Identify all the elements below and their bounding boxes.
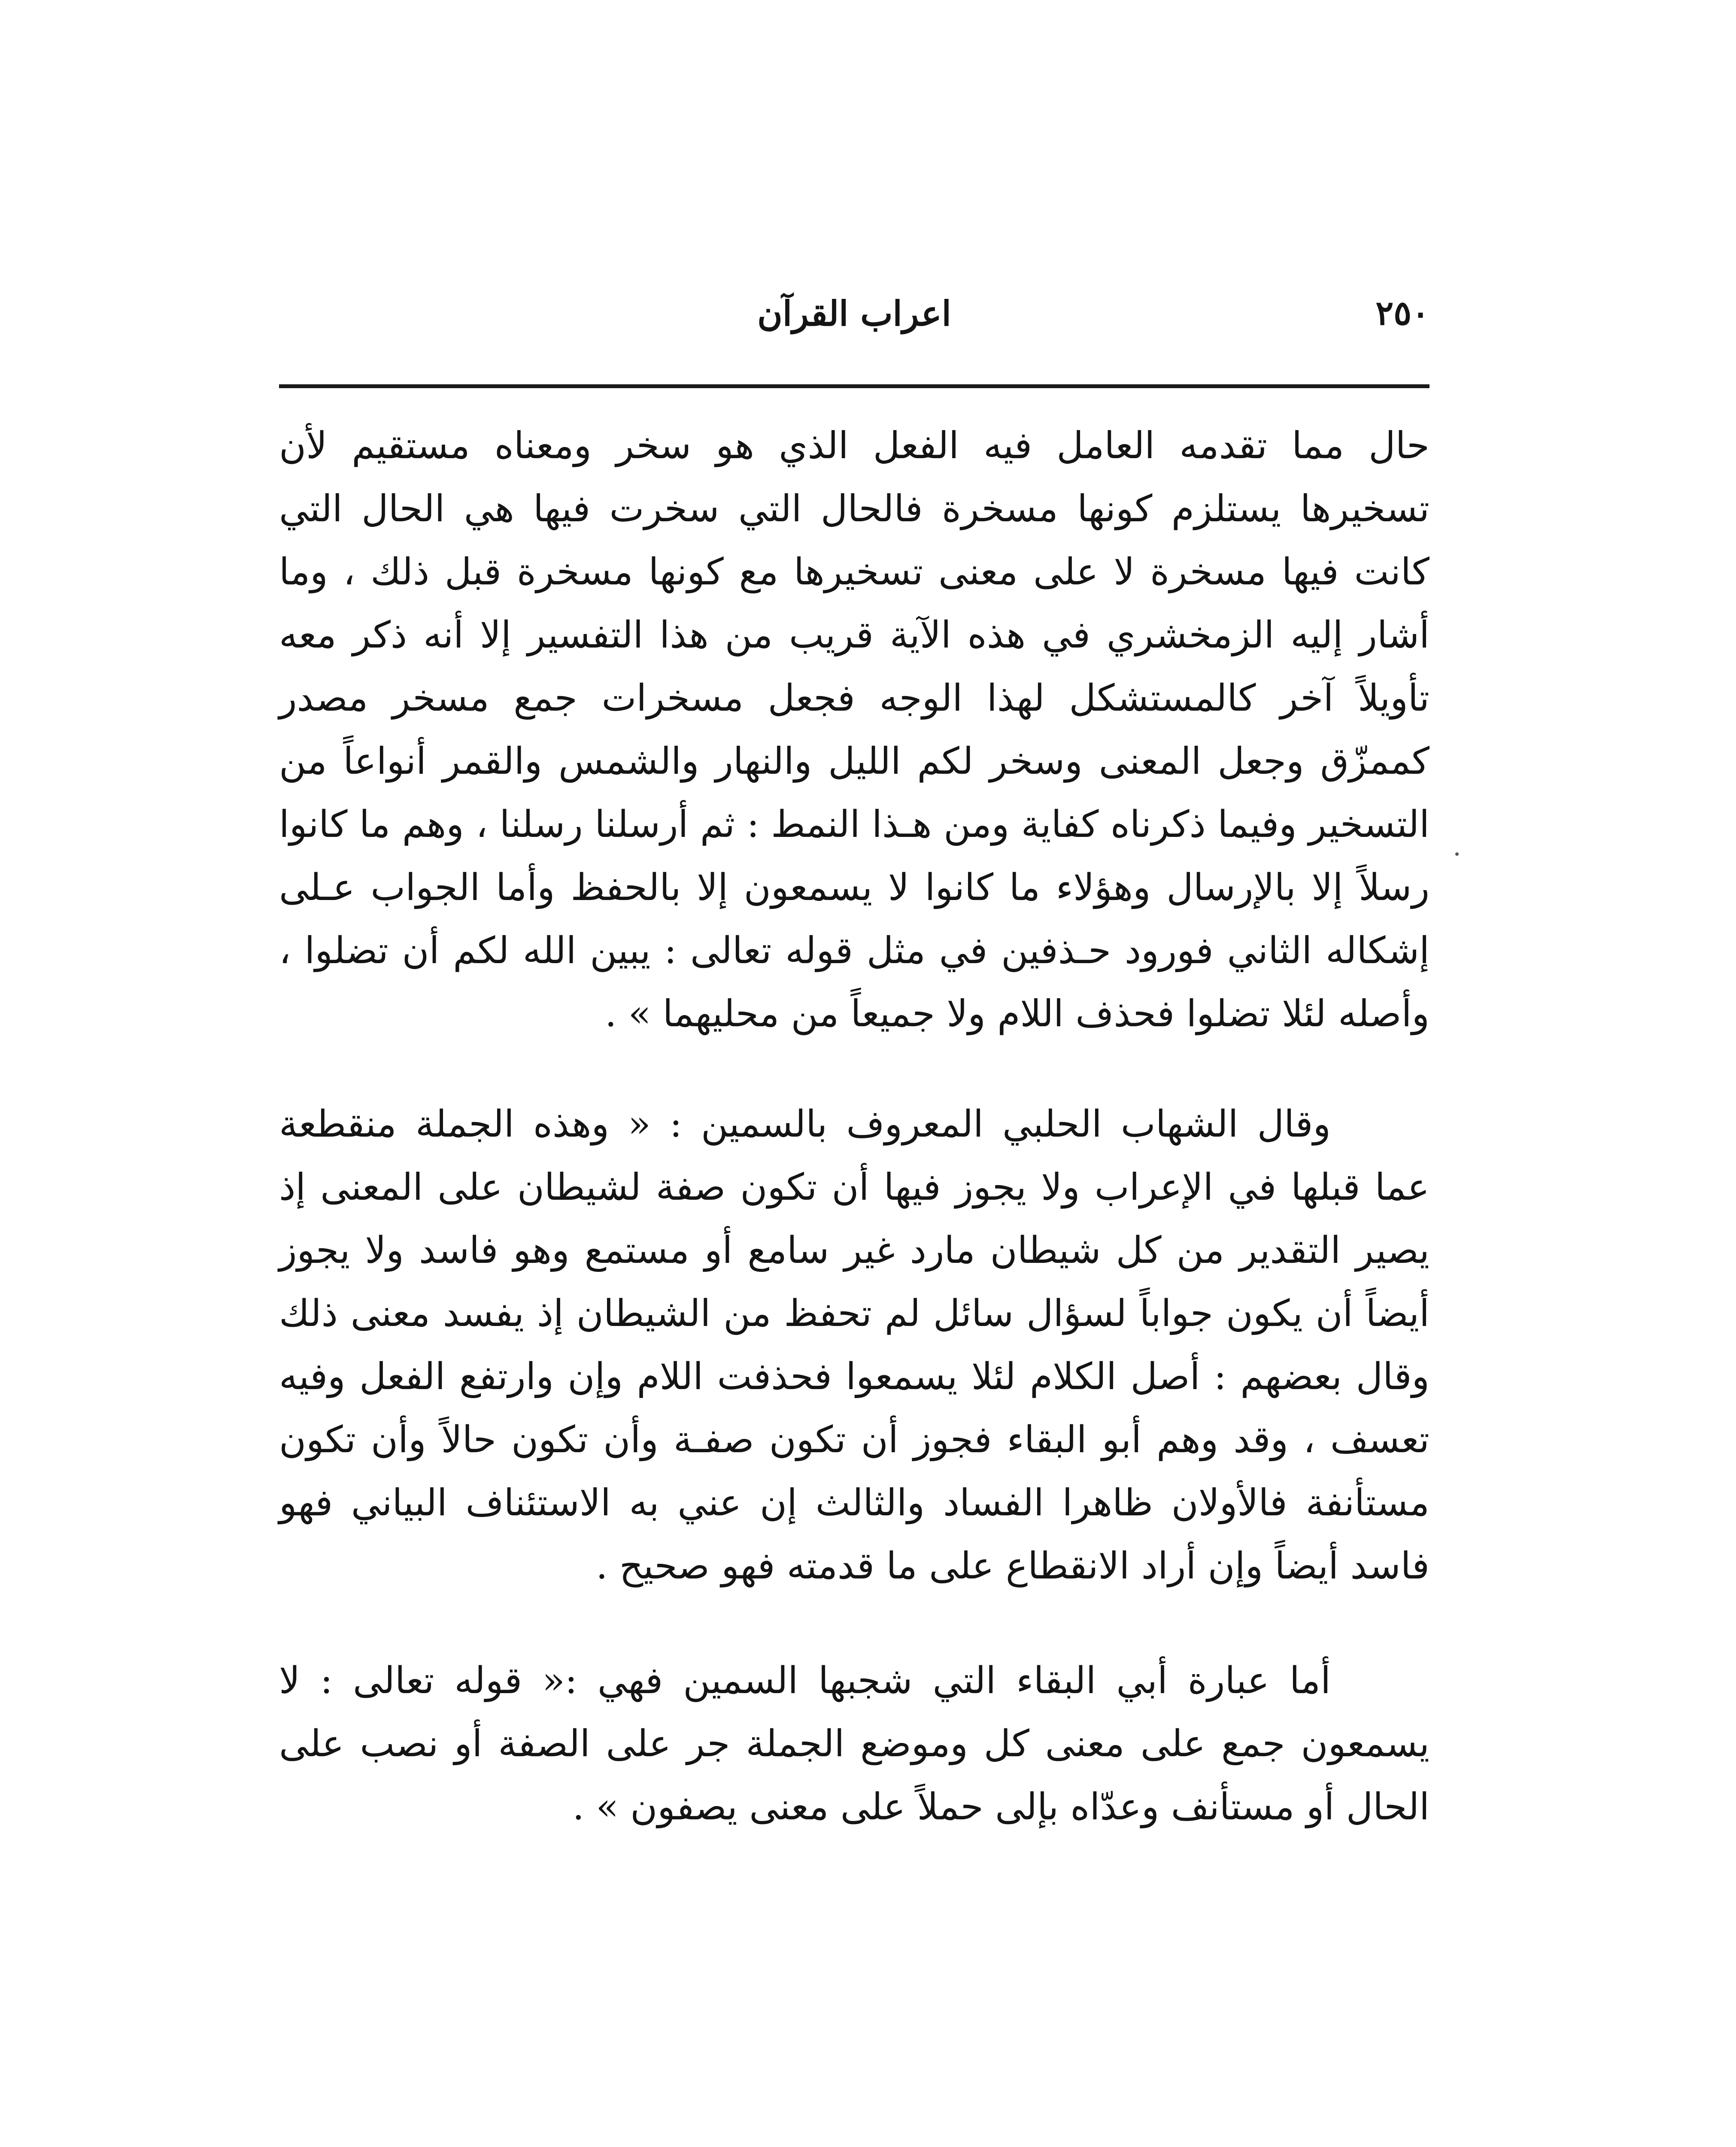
header-rule [279,384,1429,388]
running-title: اعراب القرآن [757,293,951,334]
body-text [279,414,1429,1839]
paragraph-2: وقال الشهاب الحلبي المعروف بالسمين : « وهذه الجملة منقطعة عما قبلها في الإعراب ولا يجوز فيها أن تكون صفة لشيطان على المعنى إذ يصير التقدير من كل شيطان مارد غير سامع أو مستمع وهو فاسد ولا يجوز أيضاً أن يكون جواباً لسؤال سائل لم تحفظ من الشيطان إذ يفسد معنى ذلك وقال بعضهم : أصل الكلام لئلا يسمعوا فحذفت اللام وإن وارتفع الفعل وفيه تعسف ، وقد وهم أبو البقاء فجوز أن تكون صفـة وأن تكون حالاً وأن تكون مستأنفة فالأولان ظاهرا الفساد والثالث إن عني به الاستئناف البياني فهو فاسد أيضاً وإن أراد الانقطاع على ما قدمته فهو صحيح . [279,1103,1429,1587]
page-header [279,283,1429,356]
paragraph-1: حال مما تقدمه العامل فيه الفعل الذي هو سخر ومعناه مستقيم لأن تسخيرها يستلزم كونها مسخرة فالحال التي سخرت فيها هي الحال التي كانت فيها مسخرة لا على معنى تسخيرها مع كونها مسخرة قبل ذلك ، وما أشار إليه الزمخشري في هذه الآية قريب من هذا التفسير إلا أنه ذكر معه تأويلاً آخر كالمستشكل لهذا الوجه فجعل مسخرات جمع مسخر مصدر كممزّق وجعل المعنى وسخر لكم الليل والنهار والشمس والقمر أنواعاً من التسخير وفيما ذكرناه كفاية ومن هـذا النمط : ثم أرسلنا رسلنا ، وهم ما كانوا رسلاً إلا بالإرسال وهؤلاء ما كانوا لا يسمعون إلا بالحفظ وأما الجواب عـلى إشكاله الثاني فورود حـذفين في مثل قوله تعالى : يبين الله لكم أن تضلوا ، وأصله لئلا تضلوا فحذف اللام ولا جميعاً من محليهما » . [279,424,1429,1035]
page-number: ٢٥٠ [1375,294,1429,333]
paragraph-3: أما عبارة أبي البقاء التي شجبها السمين فهي :« قوله تعالى : لا يسمعون جمع على معنى كل وموضع الجملة جر على الصفة أو نصب على الحال أو مستأنف وعدّاه بإلى حملاً على معنى يصفون » . [279,1659,1429,1828]
scan-speck [1455,852,1459,856]
